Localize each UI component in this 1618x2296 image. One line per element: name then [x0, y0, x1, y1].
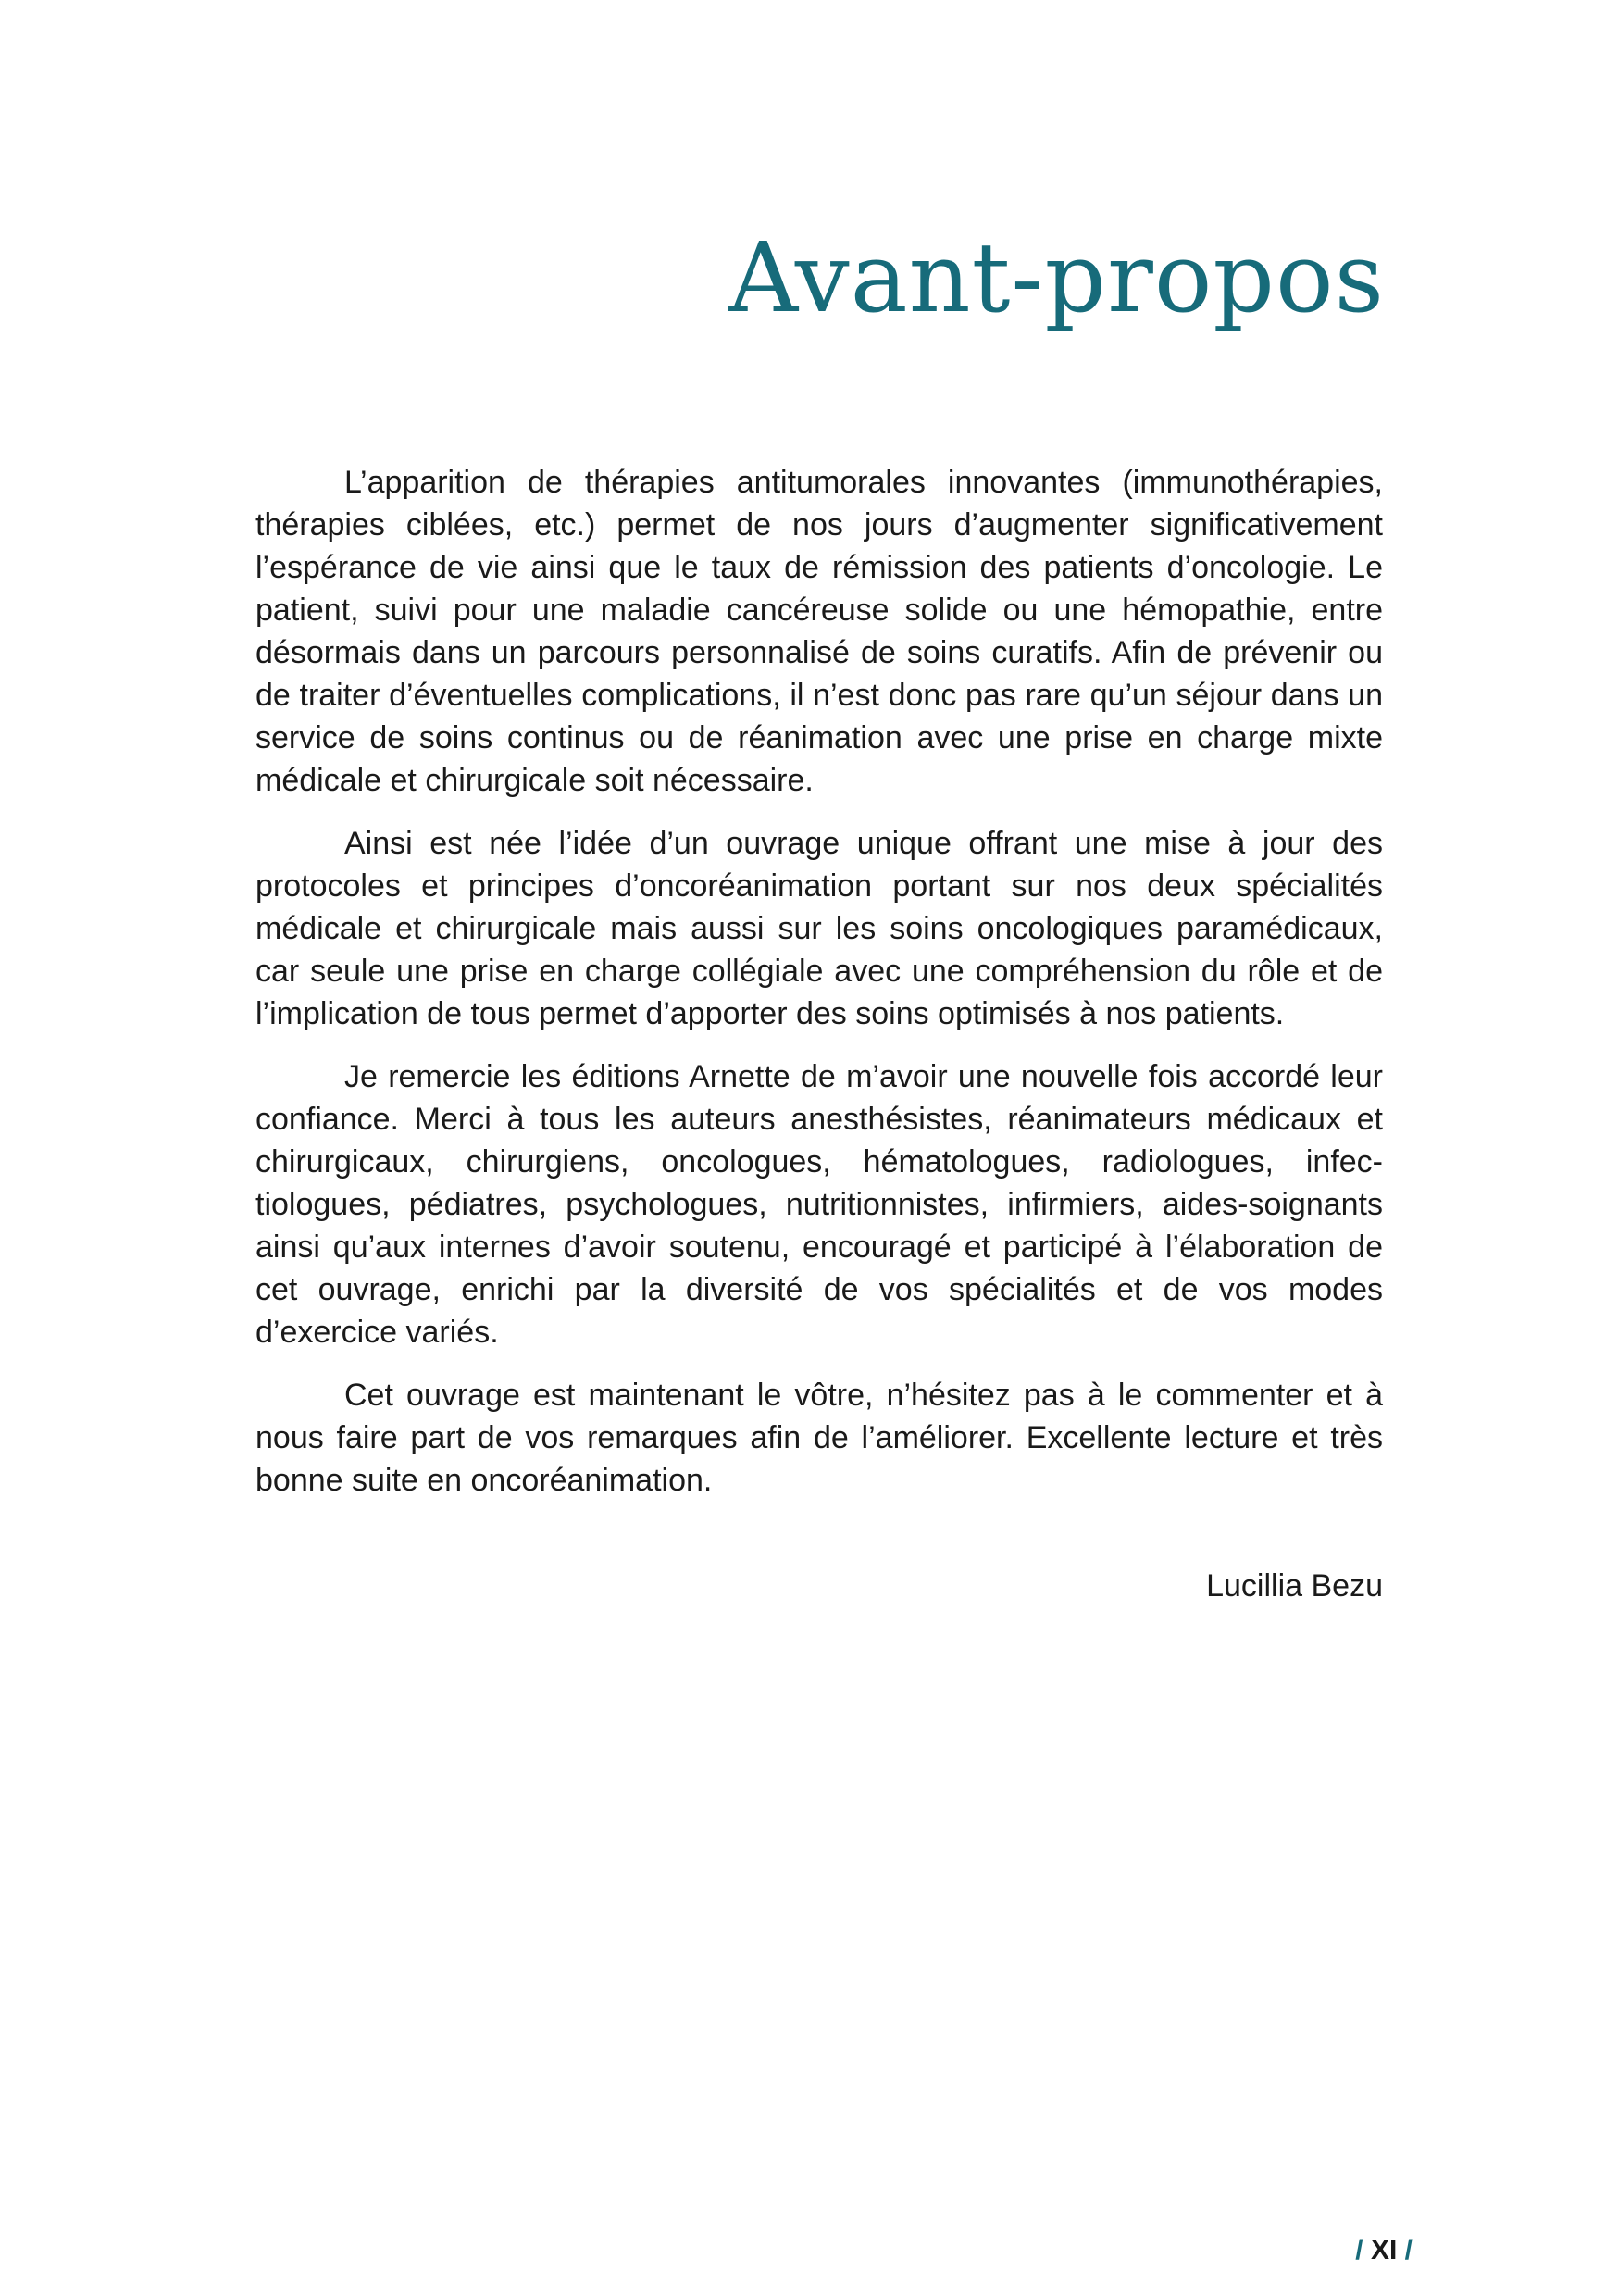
- paragraph-4: Cet ouvrage est maintenant le vôtre, n’hésitez pas à le commenter et à nous faire part de vos remarques afin de l’améliorer. Excellente lecture et très bonne suite en oncoréanimation.: [255, 1378, 1383, 1498]
- page-number-slash-right: /: [1404, 2235, 1413, 2265]
- paragraph-1: L’apparition de thérapies antitumorales innovantes (immunothérapies, thérapies ciblées, etc.) permet de nos jours d’augmenter significativement l’espérance de vie ainsi que le taux de rémission des patients d’oncologie. Le patient, suivi pour une maladie cancéreuse solide ou une hémopathie, entre désormais dans un parcours personnalisé de soins curatifs. Afin de prévenir ou de traiter d’éventuelles complications, il n’est donc pas rare qu’un séjour dans un service de soins continus ou de réanimation avec une prise en charge mixte médicale et chirurgicale soit nécessaire.: [255, 465, 1383, 798]
- page-number: [1355, 2237, 1413, 2265]
- paragraph-3: Je remercie les éditions Arnette de m’avoir une nouvelle fois accordé leur confiance. Merci à tous les auteurs anesthésistes, réanimateurs médicaux et chirurgicaux, chirurgiens, oncologues, hématologues, radiologues, infectiologues, pédiatres, psychologues, nutritionnistes, infirmiers, aides-soignants ainsi qu’aux internes d’avoir soutenu, encouragé et participé à l’élaboration de cet ouvrage, enrichi par la diversité de vos spécialités et de vos modes d’exercice variés.: [255, 1059, 1383, 1350]
- page-number-value: XI: [1370, 2235, 1398, 2265]
- paragraph-2: Ainsi est née l’idée d’un ouvrage unique offrant une mise à jour des protocoles et principes d’oncoréanimation portant sur nos deux spécialités médicale et chirurgicale mais aussi sur les soins oncologiques paramédicaux, car seule une prise en charge collégiale avec une compréhension du rôle et de l’implication de tous permet d’apporter des soins optimisés à nos patients.: [255, 826, 1383, 1031]
- page-number-slash-left: /: [1355, 2235, 1363, 2265]
- body-text: [255, 461, 1383, 1522]
- author-signature: Lucillia Bezu: [1206, 1568, 1383, 1603]
- page-title: Avant-propos: [728, 221, 1385, 334]
